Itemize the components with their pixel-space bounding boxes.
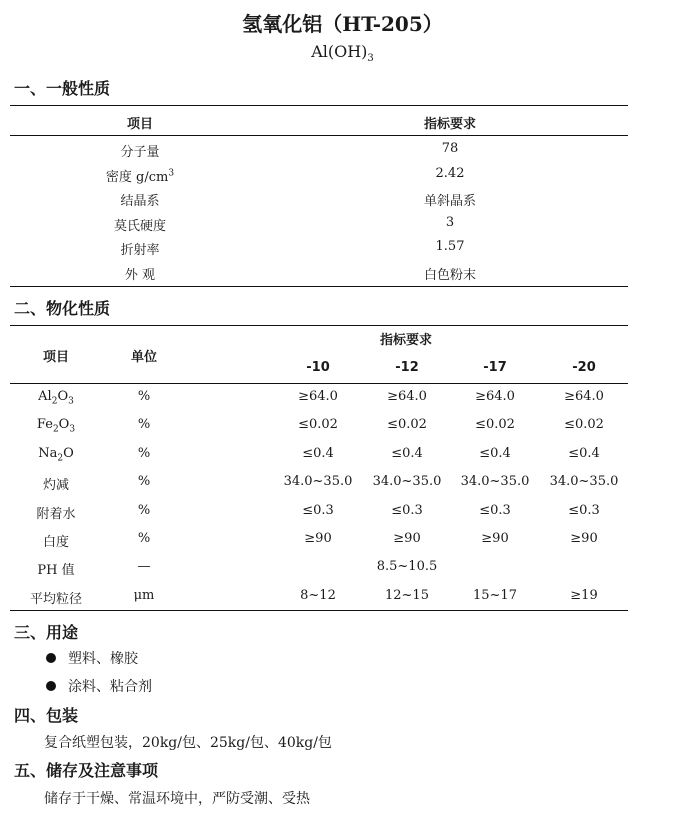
table1-item: 分子量 [120,145,160,160]
table2-grade-header: -20 [572,360,596,375]
table2-value: 12~15 [385,587,429,603]
bullet-icon [46,681,56,691]
table2-item: PH 值 [37,563,75,579]
table2-value: 15~17 [473,587,517,603]
section5-heading: 五、储存及注意事项 [14,761,159,780]
table2-top-rule [10,325,628,326]
table2-value: 8~12 [300,587,336,603]
table2-value: ≤0.02 [564,417,604,433]
table2-unit: % [137,445,151,461]
table2-value: ≥90 [570,531,598,546]
table2-item: 白度 [42,535,69,550]
section1-heading: 一、一般性质 [14,79,111,98]
table1-item: 结晶系 [120,194,160,209]
chemical-formula [0,42,685,64]
table2-item: 平均粒径 [29,591,82,607]
table1-bottom-rule [10,286,628,287]
usage-item-label: 塑料、橡胶 [68,651,138,667]
table2-value: ≤0.4 [568,445,600,461]
table2-unit: % [137,389,151,404]
table1-value: 3 [445,214,455,230]
table2-unit: — [137,559,151,575]
section4-heading: 四、包装 [14,706,79,725]
table2-merged-value: 8.5~10.5 [376,559,438,575]
table2-value: ≤0.3 [479,502,511,518]
table1-value: 白色粉末 [423,267,476,283]
table2-unit: % [137,474,151,490]
table2-bottom-rule [10,610,628,611]
table2-col-unit: 单位 [130,350,157,365]
table1-value: 1.57 [435,239,465,254]
table2-header-rule [10,383,628,384]
usage-item-label: 涂料、粘合剂 [68,679,152,695]
table2-value: ≤0.02 [298,417,338,433]
section2-heading: 二、物化性质 [14,299,111,318]
table2-value: ≤0.4 [391,445,423,461]
table2-value: ≥64.0 [475,389,515,404]
table2-item: $Na_2O$ [38,445,74,464]
table1-item: 莫氏硬度 [113,218,166,234]
table2-value: ≤0.02 [387,417,427,433]
table2-value: ≤0.4 [302,445,334,461]
table1-top-rule [10,105,628,106]
table1-header-rule [10,135,628,136]
table2-value: ≥64.0 [564,389,604,404]
table1-item: 外 观 [124,267,156,283]
table2-value: ≤0.3 [302,502,334,518]
table1-value: 78 [441,141,459,156]
table2-col-item: 项目 [42,350,69,365]
formula-subscript: 3 [367,53,374,65]
table2-value: ≤0.3 [568,502,600,518]
table1-col-requirement: 指标要求 [423,117,476,132]
table2-value: 34.0~35.0 [372,474,442,490]
packaging-text: 复合纸塑包装，20kg/包、25kg/包、40kg/包 [44,735,332,751]
table2-value: ≥90 [481,531,509,546]
storage-text: 储存于干燥、常温环境中，严防受潮、受热 [44,791,310,807]
bullet-icon [46,653,56,663]
usage-item [46,676,152,696]
page-title: 氢氧化铝（HT-205） [242,12,443,36]
table2-value: 34.0~35.0 [283,474,353,490]
table2-value: 34.0~35.0 [460,474,530,490]
table1-value: 2.42 [435,165,465,181]
table2-value: ≥90 [304,531,332,546]
table2-item: $Al_2O_3$ [38,389,74,407]
table2-grade-header: -12 [395,360,419,375]
table2-unit: % [137,417,151,433]
section3-heading: 三、用途 [14,623,79,642]
table2-item: 灼减 [42,478,69,494]
formula-base: Al(OH) [311,42,368,61]
table2-value: ≤0.4 [479,445,511,461]
table2-value: ≥64.0 [298,389,338,404]
table2-grade-header: -10 [306,360,330,375]
table2-value: ≥64.0 [387,389,427,404]
table2-value: ≤0.3 [391,502,423,518]
table2-unit: % [137,502,151,518]
table2-item: $Fe_2O_3$ [36,417,76,435]
usage-item [46,648,138,668]
table2-value: ≥90 [393,531,421,546]
table1-value: 单斜晶系 [423,194,476,209]
table2-value: 34.0~35.0 [549,474,619,490]
table2-item: 附着水 [36,506,76,522]
table2-value: ≥19 [570,587,598,603]
table1-col-item: 项目 [126,117,153,132]
table1-item: 折射率 [120,243,160,258]
table1-item: 密度 $g/cm^3$ [105,168,175,185]
table2-grade-header: -17 [483,360,507,375]
table2-unit: μm [133,587,155,603]
table2-col-requirement: 指标要求 [379,333,432,348]
table2-unit: % [137,531,151,546]
table2-value: ≤0.02 [475,417,515,433]
